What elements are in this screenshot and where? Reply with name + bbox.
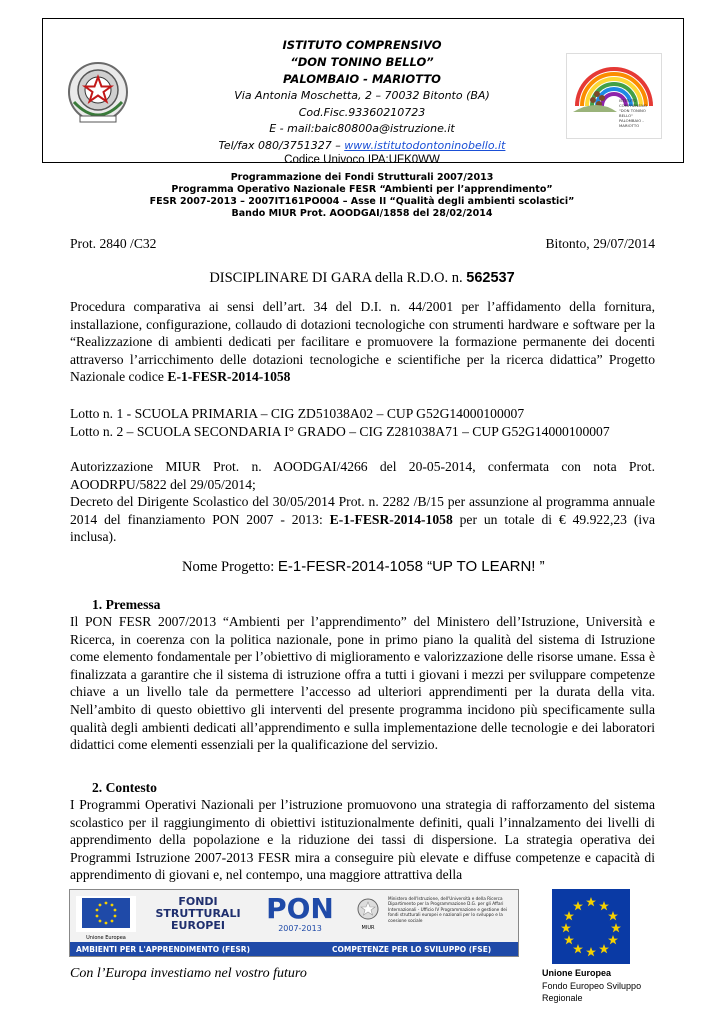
document-date: Bitonto, 29/07/2014 (545, 236, 655, 251)
programme-line-1: Programmazione dei Fondi Strutturali 2007/2013 (230, 172, 494, 183)
banner-fesr: AMBIENTI PER L'APPRENDIMENTO (FESR) (76, 945, 251, 954)
intro-paragraph (70, 298, 655, 386)
decree-total: per un totale di € 49.922,23 (iva inclusa). (70, 511, 655, 545)
school-name: ISTITUTO COMPRENSIVO (282, 38, 442, 52)
eu-stars (561, 897, 621, 956)
banner-ministry: Ministero dell'Istruzione, dell'Università e della Ricerca Dipartimento per la Programmazione D.G. per gli Affari Internazionali - Ufficio IV Programmazione e gestione dei fondi strutturali europei e nazionali per lo sviluppo e la coesione sociale (388, 896, 507, 923)
section-1-title: 1. Premessa (92, 597, 161, 612)
banner-bottom-strip (70, 942, 519, 957)
footer-eu-fund-1: Fondo Europeo Sviluppo (542, 981, 642, 991)
intro-project-code: E-1-FESR-2014-1058 (167, 369, 291, 385)
footer-eu-name: Unione Europea (542, 968, 612, 978)
section-2-title: 2. Contesto (92, 780, 157, 795)
lot-1: Lotto n. 1 - SCUOLA PRIMARIA – CIG ZD51038A02 – CUP G52G14000100007 (70, 406, 525, 421)
pon-banner (69, 889, 519, 957)
authorization-text: Autorizzazione MIUR Prot. n. AOODGAI/4266 del 20-05-2014, confermata con nota Prot. AOODRPU/5822 del 29/05/2014; (70, 459, 655, 492)
school-address: Via Antonia Moschetta, 2 – 70032 Bitonto (BA) (234, 89, 490, 102)
protocol-number: Prot. 2840 /C32 (70, 236, 157, 251)
banner-pon (254, 894, 346, 936)
project-name-line (182, 558, 545, 576)
tax-code: Cod.Fisc.93360210723 (298, 106, 426, 119)
eu-flag-small (76, 896, 136, 941)
footer-motto: Con l’Europa investiamo nel vostro futuro (70, 966, 307, 981)
programme-line-4: Bando MIUR Prot. AOODGAI/1858 del 28/02/2014 (231, 208, 493, 219)
logo-caption-3: PALOMBAIO - MARIOTTO (619, 118, 644, 128)
school-place: PALOMBAIO - MARIOTTO (283, 72, 441, 86)
intro-text: Procedura comparativa ai sensi dell’art. 34 del D.I. n. 44/2001 per l’affidamento della fornitura, installazione, configurazione, collaudo di dotazioni tecnologiche con strumenti hardware e software per la “Realizzazione di ambienti dedicati per facilitare e promuovere la formazione permanente dei docenti attraverso l’arricchimento delle dotazioni tecnologiche e scientifiche per la ricerca didattica” Progetto Nazionale codice (70, 299, 655, 385)
banner-pon-text: PON (266, 892, 334, 925)
banner-fondi-2: STRUTTURALI (155, 907, 241, 920)
eu-flag (552, 889, 630, 964)
banner-years: 2007-2013 (278, 924, 322, 933)
banner-fondi-3: EUROPEI (171, 919, 225, 932)
section-2-text: I Programmi Operativi Nazionali per l’istruzione promuovono una strategia di rafforzamento del sistema scolastico per il raggiungimento di obiettivi istituzionalmente definiti, quali l’innalzamento dei livelli di apprendimento della popolazione e la riduzione dei tassi di dispersione. La strategia operativa dei Programmi Istruzione 2007-2013 FESR mira a conseguire più elevate e diffuse competenze e capacità di apprendimento di giovani e, nel contempo, una maggiore attrattiva della (70, 797, 655, 883)
decree-project-code: E-1-FESR-2014-1058 (329, 511, 453, 527)
document-title-text: DISCIPLINARE DI GARA della R.D.O. n. (209, 270, 467, 286)
banner-fondi (148, 896, 248, 932)
school-email: E - mail:baic80800a@istruzione.it (269, 122, 455, 135)
miur-emblem (354, 898, 382, 932)
banner-fondi-1: FONDI (178, 895, 218, 908)
programme-line-2: Programma Operativo Nazionale FESR “Ambienti per l’apprendimento” (171, 184, 553, 195)
project-label: Nome Progetto: (182, 559, 278, 575)
banner-eu-label: Unione Europea (86, 935, 126, 941)
section-2-body (70, 796, 655, 884)
authorization-paragraph (70, 458, 655, 493)
logo-caption-2: "DON TONINO BELLO" (619, 108, 646, 118)
footer-eu-fund-2: Regionale (542, 993, 583, 1003)
school-title: “DON TONINO BELLO” (290, 55, 434, 69)
rdo-number: 562537 (466, 270, 515, 286)
website-link[interactable]: www.istitutodontoninobello.it (344, 139, 506, 152)
decree-paragraph (70, 493, 655, 546)
contact-line (0, 139, 724, 152)
project-name: E-1-FESR-2014-1058 “UP TO LEARN! ” (277, 558, 545, 575)
logo-caption-1: ISTITUTO COMPRENSIVO (619, 98, 648, 108)
section-1-body (70, 613, 655, 754)
decree-text: Decreto del Dirigente Scolastico del 30/05/2014 Prot. n. 2282 /B/15 per assunzione al programma annuale 2014 del finanziamento PON 2007 - 2013: (70, 494, 655, 527)
programme-line-3: FESR 2007-2013 – 2007IT161PO004 – Asse II “Qualità degli ambienti scolastici” (149, 196, 575, 207)
telfax: Tel/fax 080/3751327 – (218, 139, 345, 152)
section-1-text: Il PON FESR 2007/2013 “Ambienti per l’apprendimento” del Ministero dell’Istruzione, Università e Ricerca, in coerenza con la politica nazionale, pone in primo piano la qualità del sistema di Istruzione come elemento fondamentale per l’obiettivo di miglioramento e valorizzazione delle risorse umane. Essa è finalizzata a garantire che il sistema di istruzione offra a tutti i giovani i mezzi per sviluppare competenze chiave a un livello tale da permettere l’accesso ad ulteriori apprendimenti per la durata della vita. Nell’ambito di questo obiettivo gli interventi del presente programma incidono più specificamente sulla qualità degli ambienti dedicati all’apprendimento e sulla implementazione delle tecnologie e dei laboratori didattici come elementi essenziali per la qualificazione del servizio. (70, 614, 655, 753)
document-title (0, 270, 724, 287)
banner-fse: COMPETENZE PER LO SVILUPPO (FSE) (332, 945, 492, 954)
ipa-code: Codice Univoco IPA:UFK0WW (284, 154, 440, 166)
banner-miur: MIUR (361, 925, 375, 931)
lot-2: Lotto n. 2 – SCUOLA SECONDARIA I° GRADO – CIG Z281038A71 – CUP G52G14000100007 (70, 424, 610, 439)
